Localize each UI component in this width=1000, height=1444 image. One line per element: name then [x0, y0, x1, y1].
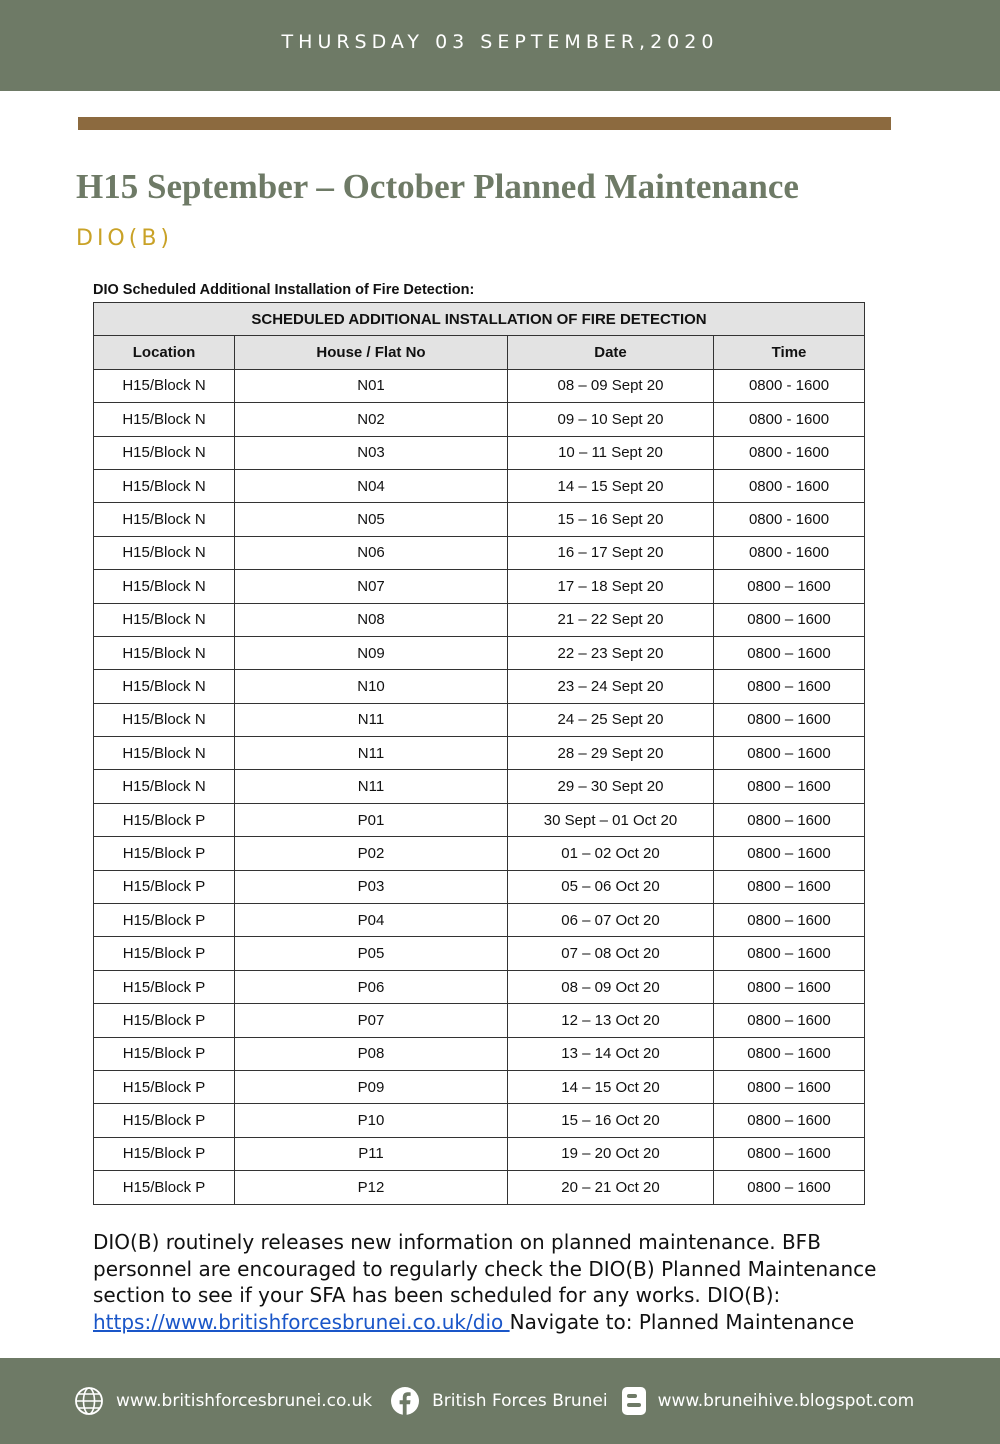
- table-row: [94, 770, 865, 803]
- cell-time: 0800 – 1600: [714, 770, 865, 803]
- cell-house: P01: [235, 803, 508, 836]
- cell-time: 0800 - 1600: [714, 369, 865, 402]
- dio-link[interactable]: https://www.britishforcesbrunei.co.uk/dio: [93, 1309, 510, 1334]
- cell-time: 0800 – 1600: [714, 1104, 865, 1137]
- table-row: [94, 536, 865, 569]
- column-header-date: Date: [508, 336, 714, 369]
- cell-location: H15/Block N: [94, 503, 235, 536]
- cell-house: N01: [235, 369, 508, 402]
- cell-house: N11: [235, 770, 508, 803]
- cell-time: 0800 – 1600: [714, 670, 865, 703]
- table-row: [94, 904, 865, 937]
- cell-date: 07 – 08 Oct 20: [508, 937, 714, 970]
- cell-location: H15/Block P: [94, 837, 235, 870]
- cell-date: 16 – 17 Sept 20: [508, 536, 714, 569]
- footer-website-label: www.britishforcesbrunei.co.uk: [116, 1391, 373, 1411]
- table-row: [94, 803, 865, 836]
- table-row: [94, 469, 865, 502]
- cell-location: H15/Block N: [94, 636, 235, 669]
- table-row: [94, 970, 865, 1003]
- cell-location: H15/Block P: [94, 1004, 235, 1037]
- cell-house: N02: [235, 403, 508, 436]
- table-row: [94, 1137, 865, 1170]
- cell-house: N06: [235, 536, 508, 569]
- cell-date: 19 – 20 Oct 20: [508, 1137, 714, 1170]
- cell-location: H15/Block N: [94, 570, 235, 603]
- cell-house: N04: [235, 469, 508, 502]
- table-row: [94, 870, 865, 903]
- cell-date: 23 – 24 Sept 20: [508, 670, 714, 703]
- cell-location: H15/Block N: [94, 770, 235, 803]
- cell-location: H15/Block N: [94, 369, 235, 402]
- cell-house: N07: [235, 570, 508, 603]
- table-row: [94, 1171, 865, 1204]
- cell-time: 0800 – 1600: [714, 1070, 865, 1103]
- cell-house: N05: [235, 503, 508, 536]
- cell-date: 20 – 21 Oct 20: [508, 1171, 714, 1204]
- cell-location: H15/Block P: [94, 1037, 235, 1070]
- footer-facebook-label: British Forces Brunei: [432, 1391, 608, 1411]
- cell-date: 21 – 22 Sept 20: [508, 603, 714, 636]
- cell-location: H15/Block P: [94, 1104, 235, 1137]
- table-row: [94, 403, 865, 436]
- cell-house: P02: [235, 837, 508, 870]
- footer-band: [0, 1358, 1000, 1444]
- cell-location: H15/Block P: [94, 937, 235, 970]
- cell-location: H15/Block P: [94, 803, 235, 836]
- cell-date: 12 – 13 Oct 20: [508, 1004, 714, 1037]
- table-row: [94, 503, 865, 536]
- cell-time: 0800 – 1600: [714, 837, 865, 870]
- cell-date: 06 – 07 Oct 20: [508, 904, 714, 937]
- cell-date: 24 – 25 Sept 20: [508, 703, 714, 736]
- cell-date: 15 – 16 Sept 20: [508, 503, 714, 536]
- cell-time: 0800 - 1600: [714, 403, 865, 436]
- cell-location: H15/Block P: [94, 904, 235, 937]
- cell-time: 0800 – 1600: [714, 1037, 865, 1070]
- cell-location: H15/Block N: [94, 536, 235, 569]
- cell-location: H15/Block N: [94, 403, 235, 436]
- cell-house: N08: [235, 603, 508, 636]
- cell-location: H15/Block P: [94, 970, 235, 1003]
- table-row: [94, 937, 865, 970]
- cell-location: H15/Block N: [94, 436, 235, 469]
- divider-rule: [78, 117, 891, 130]
- table-row: [94, 436, 865, 469]
- footer-note-text: DIO(B) routinely releases new information on planned maintenance. BFB personnel are encouraged to regularly check the DIO(B) Planned Maintenance section to see if your SFA has been scheduled for any works. DIO(B):: [93, 1230, 877, 1307]
- cell-location: H15/Block P: [94, 1070, 235, 1103]
- table-caption: DIO Scheduled Additional Installation of Fire Detection:: [93, 282, 475, 298]
- cell-time: 0800 – 1600: [714, 937, 865, 970]
- cell-date: 08 – 09 Sept 20: [508, 369, 714, 402]
- cell-time: 0800 – 1600: [714, 904, 865, 937]
- column-header-location: Location: [94, 336, 235, 369]
- column-header-house: House / Flat No: [235, 336, 508, 369]
- table-row: [94, 703, 865, 736]
- table-row: [94, 1104, 865, 1137]
- cell-date: 15 – 16 Oct 20: [508, 1104, 714, 1137]
- cell-house: P08: [235, 1037, 508, 1070]
- cell-date: 28 – 29 Sept 20: [508, 737, 714, 770]
- table-row: [94, 603, 865, 636]
- footer-note: [93, 1229, 913, 1335]
- table-row: [94, 636, 865, 669]
- cell-house: P11: [235, 1137, 508, 1170]
- cell-house: P05: [235, 937, 508, 970]
- table-row: [94, 369, 865, 402]
- cell-house: N11: [235, 703, 508, 736]
- header-band: [0, 0, 1000, 91]
- cell-date: 30 Sept – 01 Oct 20: [508, 803, 714, 836]
- cell-house: P07: [235, 1004, 508, 1037]
- cell-location: H15/Block N: [94, 469, 235, 502]
- cell-time: 0800 – 1600: [714, 803, 865, 836]
- cell-time: 0800 – 1600: [714, 636, 865, 669]
- cell-location: H15/Block N: [94, 603, 235, 636]
- column-header-time: Time: [714, 336, 865, 369]
- table-row: [94, 570, 865, 603]
- table-row: [94, 837, 865, 870]
- cell-date: 01 – 02 Oct 20: [508, 837, 714, 870]
- footer-facebook[interactable]: [390, 1386, 607, 1416]
- table-row: [94, 1004, 865, 1037]
- cell-house: P12: [235, 1171, 508, 1204]
- cell-time: 0800 - 1600: [714, 469, 865, 502]
- table-row: [94, 670, 865, 703]
- cell-time: 0800 - 1600: [714, 503, 865, 536]
- cell-time: 0800 – 1600: [714, 870, 865, 903]
- cell-date: 08 – 09 Oct 20: [508, 970, 714, 1003]
- cell-location: H15/Block P: [94, 1137, 235, 1170]
- cell-date: 13 – 14 Oct 20: [508, 1037, 714, 1070]
- maintenance-table: [93, 302, 865, 1205]
- header-date: THURSDAY 03 SEPTEMBER,2020: [281, 30, 719, 53]
- cell-time: 0800 – 1600: [714, 1004, 865, 1037]
- cell-time: 0800 – 1600: [714, 1137, 865, 1170]
- cell-location: H15/Block N: [94, 737, 235, 770]
- table-title: SCHEDULED ADDITIONAL INSTALLATION OF FIRE DETECTION: [94, 303, 865, 336]
- cell-date: 05 – 06 Oct 20: [508, 870, 714, 903]
- blogger-icon: [622, 1387, 646, 1415]
- cell-date: 09 – 10 Sept 20: [508, 403, 714, 436]
- cell-time: 0800 – 1600: [714, 1171, 865, 1204]
- cell-location: H15/Block N: [94, 670, 235, 703]
- table-body: [94, 369, 865, 1204]
- table-row: [94, 1037, 865, 1070]
- cell-house: P06: [235, 970, 508, 1003]
- cell-time: 0800 - 1600: [714, 536, 865, 569]
- cell-date: 14 – 15 Sept 20: [508, 469, 714, 502]
- cell-time: 0800 - 1600: [714, 436, 865, 469]
- cell-time: 0800 – 1600: [714, 570, 865, 603]
- table-row: [94, 737, 865, 770]
- table-row: [94, 1070, 865, 1103]
- cell-house: P10: [235, 1104, 508, 1137]
- article-subtitle: DIO(B): [76, 226, 174, 251]
- cell-house: N10: [235, 670, 508, 703]
- footer-note-after-link: Navigate to: Planned Maintenance: [509, 1309, 855, 1334]
- cell-house: N11: [235, 737, 508, 770]
- cell-time: 0800 – 1600: [714, 737, 865, 770]
- cell-time: 0800 – 1600: [714, 603, 865, 636]
- cell-house: P04: [235, 904, 508, 937]
- cell-time: 0800 – 1600: [714, 970, 865, 1003]
- footer-blog-label: www.bruneihive.blogspot.com: [657, 1391, 915, 1411]
- cell-date: 22 – 23 Sept 20: [508, 636, 714, 669]
- facebook-icon: [390, 1386, 420, 1416]
- footer-website[interactable]: [74, 1386, 372, 1416]
- cell-date: 10 – 11 Sept 20: [508, 436, 714, 469]
- cell-date: 29 – 30 Sept 20: [508, 770, 714, 803]
- cell-time: 0800 – 1600: [714, 703, 865, 736]
- cell-location: H15/Block N: [94, 703, 235, 736]
- cell-house: N09: [235, 636, 508, 669]
- article-title: H15 September – October Planned Maintenance: [76, 167, 799, 206]
- cell-house: P09: [235, 1070, 508, 1103]
- cell-location: H15/Block P: [94, 870, 235, 903]
- cell-date: 14 – 15 Oct 20: [508, 1070, 714, 1103]
- globe-icon: [74, 1386, 104, 1416]
- cell-house: N03: [235, 436, 508, 469]
- footer-blog[interactable]: [622, 1387, 915, 1415]
- cell-house: P03: [235, 870, 508, 903]
- cell-location: H15/Block P: [94, 1171, 235, 1204]
- cell-date: 17 – 18 Sept 20: [508, 570, 714, 603]
